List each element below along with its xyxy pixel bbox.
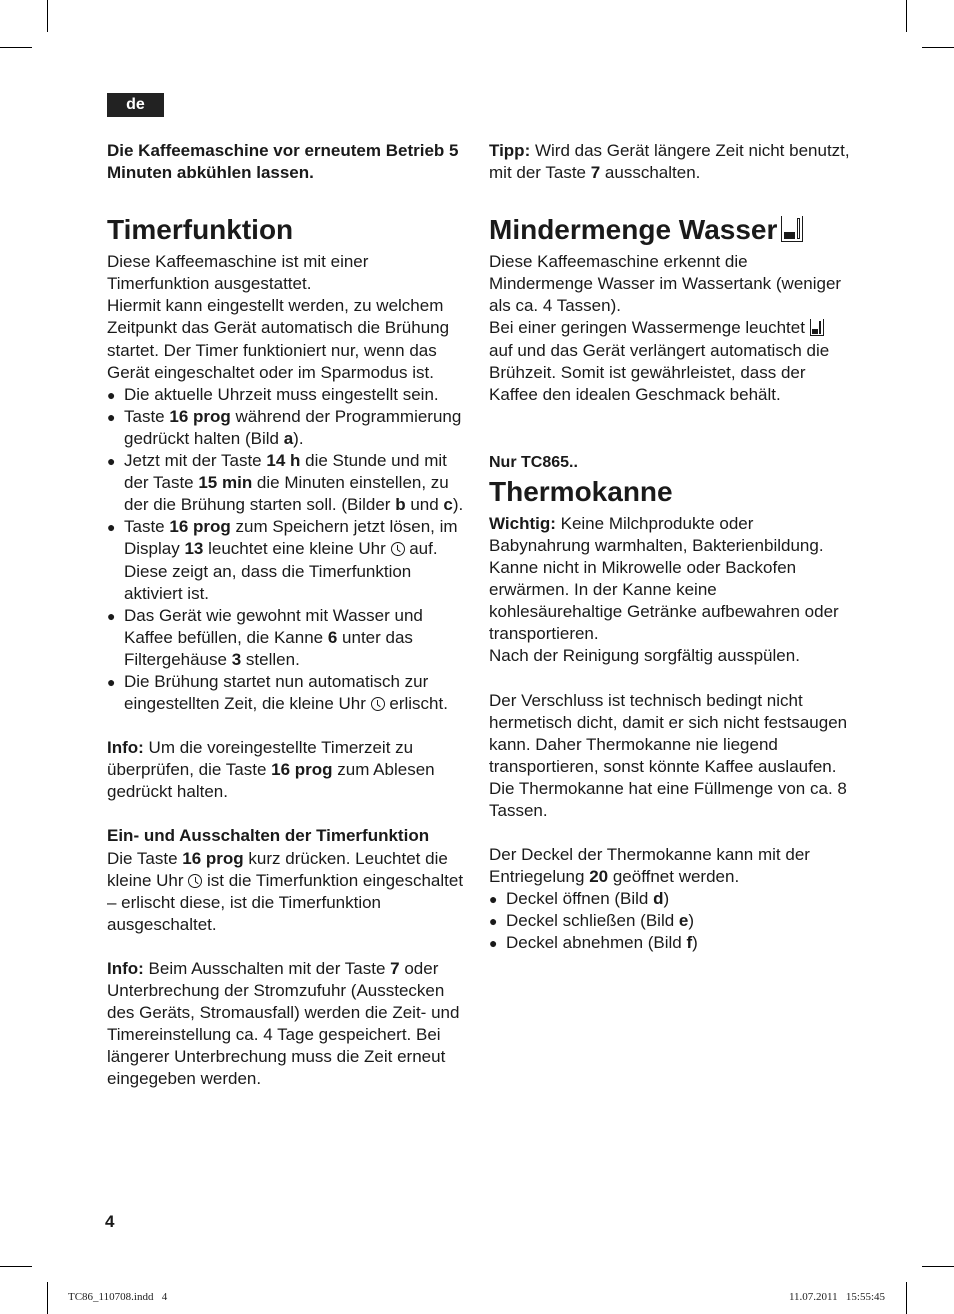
crop-mark <box>47 1282 48 1314</box>
timer-heading: Timerfunktion <box>107 214 294 246</box>
onoff-text: Die Taste 16 prog kurz drücken. Leuchtet die kleine Uhr ist die Timerfunktion eingeschaltet – erlischt diese, ist die Timerfunktion ausgeschaltet. <box>107 848 464 934</box>
lid-steps <box>489 888 851 954</box>
clock-icon <box>391 542 405 556</box>
thermo-heading: Thermokanne <box>489 475 673 507</box>
onoff-heading: Ein- und Ausschalten der Timerfunktion <box>107 826 430 846</box>
right-column <box>489 140 851 955</box>
thermo-seal: Der Verschluss ist technisch bedingt nicht hermetisch dicht, damit er sich nicht festsaugen kann. Daher Thermokanne nie liegend transportieren, sonst könnte Kaffee auslaufen. <box>489 690 848 776</box>
timer-intro-2: Hiermit kann eingestellt werden, zu welchem Zeitpunkt das Gerät automatisch die Brühung startet. Der Timer funktioniert nur, wenn das Gerät eingeschaltet oder im Sparmodus ist. <box>107 296 450 382</box>
list-item: ● Die Brühung startet nun automatisch zur eingestellten Zeit, die kleine Uhr erlischt. <box>107 671 469 715</box>
crop-mark <box>0 1266 32 1267</box>
language-tag: de <box>107 93 164 117</box>
left-column <box>107 140 469 1090</box>
thermo-capacity: Die Thermokanne hat eine Füllmenge von ca. 8 Tassen. <box>489 778 847 820</box>
list-item: ● Taste 16 prog zum Speichern jetzt lösen, im Display 13 leuchtet eine kleine Uhr auf. Diese zeigt an, dass die Timerfunktion aktiviert ist. <box>107 516 469 604</box>
thermo-important: Wichtig: Keine Milchprodukte oder Babynahrung warmhalten, Bakterienbildung. Kanne nicht in Mikrowelle oder Backofen erwärmen. In der Kanne keine kohlesäurehaltige Getränke aufbewahren oder transportieren. <box>489 513 839 644</box>
info-note-1: Info: Um die voreingestellte Timerzeit zu überprüfen, die Taste 16 prog zum Ablesen gedrückt halten. <box>107 738 435 802</box>
footer-datetime: 11.07.2011 15:55:45 <box>788 1291 885 1303</box>
water-tank-icon <box>781 216 803 242</box>
crop-mark <box>906 0 907 32</box>
water-text-1: Diese Kaffeemaschine erkennt die Mindermenge Wasser im Wassertank (weniger als ca. 4 Tassen). <box>489 252 842 316</box>
list-item: ● Taste 16 prog während der Programmierung gedrückt halten (Bild a). <box>107 406 469 450</box>
list-item: ● Das Gerät wie gewohnt mit Wasser und Kaffee befüllen, die Kanne 6 unter das Filtergehäuse 3 stellen. <box>107 605 469 671</box>
cooldown-note: Die Kaffeemaschine vor erneutem Betrieb 5 Minuten abkühlen lassen. <box>107 141 459 183</box>
list-item: ● Deckel abnehmen (Bild f) <box>489 932 851 954</box>
page-number: 4 <box>105 1212 115 1231</box>
tip-note: Tipp: Wird das Gerät längere Zeit nicht benutzt, mit der Taste 7 ausschalten. <box>489 141 850 183</box>
crop-mark <box>906 1282 907 1314</box>
crop-mark <box>0 47 32 48</box>
crop-mark <box>922 1266 954 1267</box>
model-note: Nur TC865.. <box>489 453 578 471</box>
water-text-2: Bei einer geringen Wassermenge leuchtet auf und das Gerät verlängert automatisch die Brühzeit. Somit ist gewährleistet, dass der Kaffee den idealen Geschmack behält. <box>489 318 830 404</box>
timer-steps <box>107 384 469 715</box>
list-item: ● Jetzt mit der Taste 14 h die Stunde und mit der Taste 15 min die Minuten einstellen, zu der die Brühung starten soll. (Bilder b und c). <box>107 450 469 516</box>
clock-icon <box>371 697 385 711</box>
crop-mark <box>922 47 954 48</box>
lid-text: Der Deckel der Thermokanne kann mit der Entriegelung 20 geöffnet werden. <box>489 845 810 887</box>
water-heading: Mindermenge Wasser <box>489 213 851 247</box>
crop-mark <box>47 0 48 32</box>
clock-icon <box>188 874 202 888</box>
footer-file: TC86_110708.indd 4 <box>68 1291 168 1303</box>
info-note-2: Info: Beim Ausschalten mit der Taste 7 oder Unterbrechung der Stromzufuhr (Ausstecken des Geräts, Stromausfall) werden die Zeit- und Timereinstellung ca. 4 Tage gespeichert. Bei längerer Unterbrechung muss die Zeit erneut eingegeben werden. <box>107 958 460 1089</box>
list-item: ● Die aktuelle Uhrzeit muss eingestellt sein. <box>107 384 469 406</box>
list-item: ● Deckel schließen (Bild e) <box>489 910 851 932</box>
water-tank-icon <box>810 319 824 336</box>
thermo-clean: Nach der Reinigung sorgfältig ausspülen. <box>489 646 800 666</box>
timer-intro-1: Diese Kaffeemaschine ist mit einer Timerfunktion ausgestattet. <box>107 252 369 294</box>
list-item: ● Deckel öffnen (Bild d) <box>489 888 851 910</box>
